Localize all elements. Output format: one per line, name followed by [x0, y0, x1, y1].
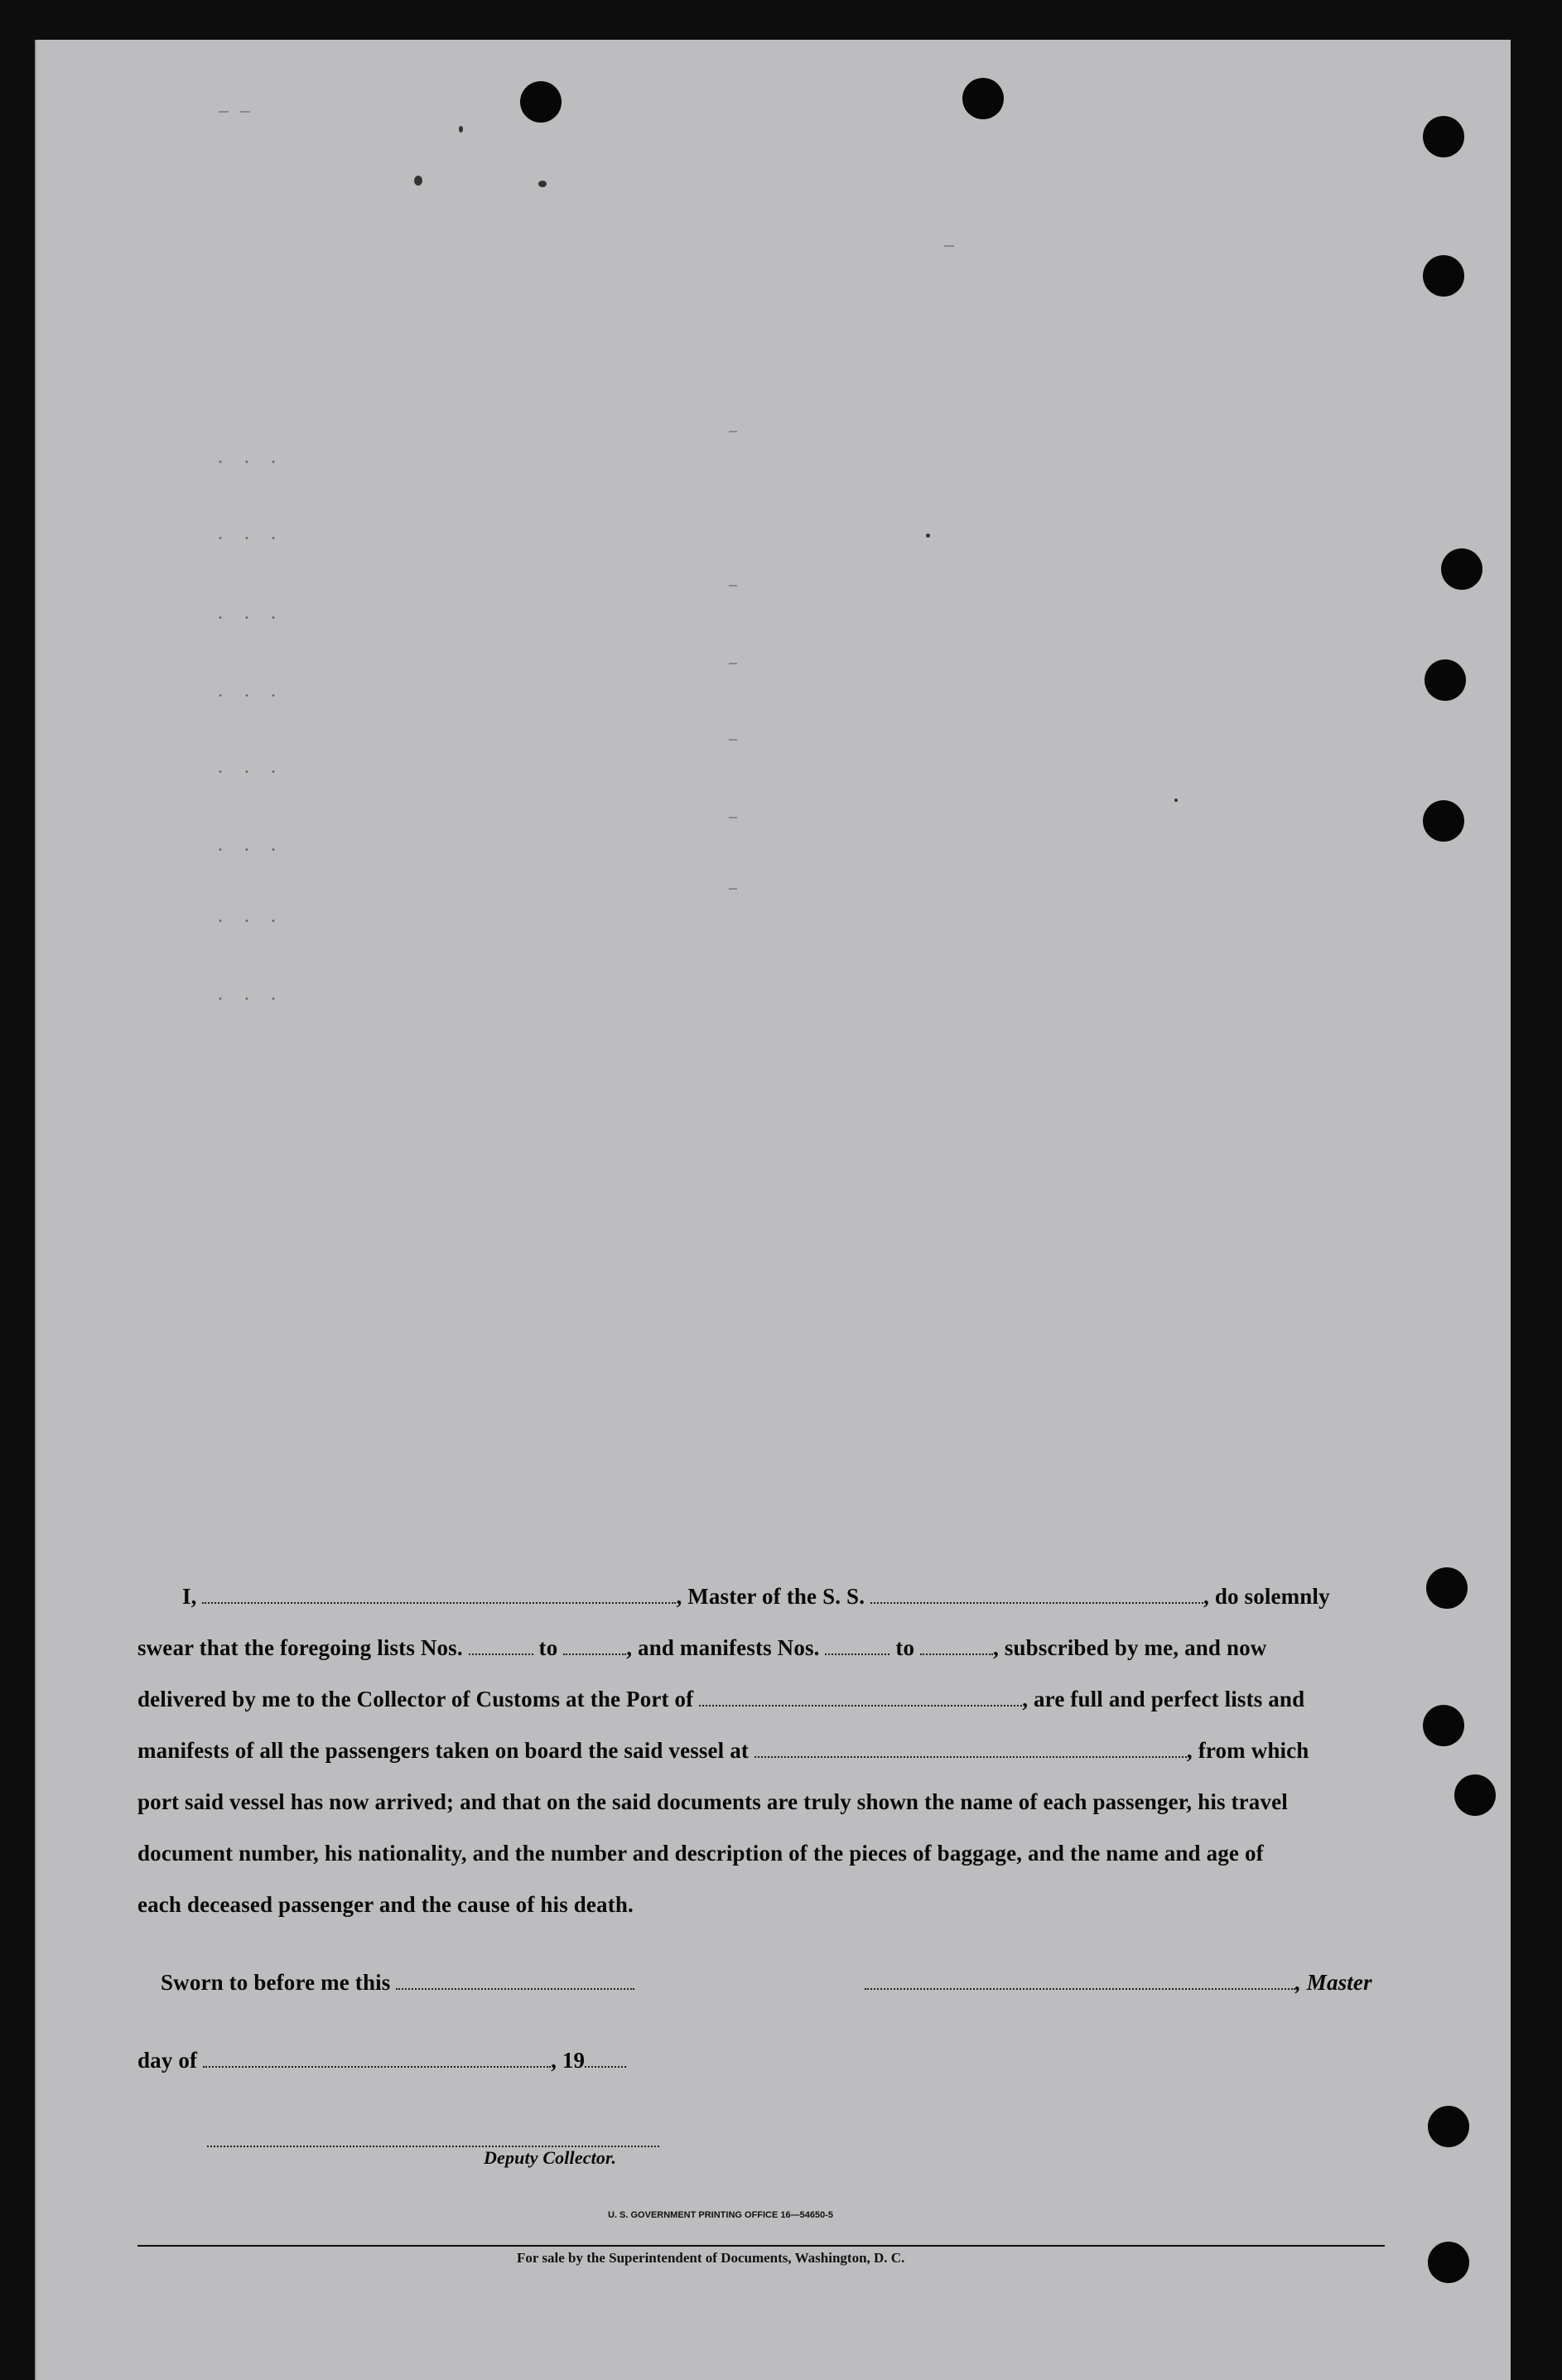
ink-speck [538, 181, 547, 187]
oath-line-3 [137, 1687, 1304, 1712]
dot-row [207, 920, 298, 922]
day-line [137, 2048, 626, 2073]
ink-speck [459, 126, 463, 133]
sale-notice: For sale by the Superintendent of Documents, Washington, D. C. [517, 2250, 905, 2266]
subscribed-label: , subscribed by me, and now [993, 1635, 1267, 1660]
punch-hole [1426, 1567, 1468, 1609]
year-prefix-label: , 19 [551, 2048, 586, 2073]
sworn-label: Sworn to before me this [161, 1970, 391, 1995]
punch-hole [1454, 1774, 1496, 1816]
list-to-field[interactable] [563, 1639, 626, 1655]
master-of-label: , Master of the S. S. [676, 1584, 865, 1609]
master-signature-field[interactable] [865, 1973, 1295, 1990]
master-label: , Master [1295, 1970, 1372, 1995]
to-label: to [538, 1635, 558, 1660]
punch-hole [1428, 2242, 1469, 2283]
deputy-signature-field[interactable] [207, 2131, 659, 2147]
punch-hole [1428, 2106, 1469, 2147]
day-of-label: day of [137, 2048, 198, 2073]
punch-hole [1423, 1705, 1464, 1746]
ink-speck [926, 533, 930, 538]
manifest-from-field[interactable] [825, 1639, 889, 1655]
faint-mark [944, 245, 954, 247]
ink-speck [1174, 799, 1178, 802]
month-field[interactable] [203, 2051, 551, 2068]
oath-line-5: port said vessel has now arrived; and that on the said documents are truly shown the name of each passenger, his travel [137, 1789, 1288, 1814]
punch-hole [1423, 800, 1464, 842]
punch-hole [1423, 255, 1464, 297]
faint-mark [729, 739, 737, 741]
form-page [35, 40, 1511, 2380]
faint-mark [219, 111, 229, 113]
ship-name-field[interactable] [870, 1587, 1203, 1604]
ink-speck [414, 176, 422, 186]
oath-line-1 [182, 1584, 1330, 1610]
oath-i: I, [182, 1584, 197, 1609]
sworn-line [161, 1970, 634, 1996]
dot-row [207, 616, 298, 619]
footer-rule [137, 2245, 1385, 2247]
punch-hole [1423, 116, 1464, 157]
punch-hole [962, 78, 1004, 119]
dot-row [207, 770, 298, 773]
solemnly-label: , do solemnly [1203, 1584, 1330, 1609]
faint-mark [729, 817, 737, 818]
dot-row [207, 848, 298, 851]
delivered-label: delivered by me to the Collector of Customs at the Port of [137, 1687, 694, 1711]
oath-line-7: each deceased passenger and the cause of his death. [137, 1892, 634, 1917]
port-field[interactable] [699, 1690, 1022, 1707]
from-which-label: , from which [1186, 1738, 1309, 1763]
dot-row [207, 461, 298, 463]
oath-line-6: document number, his nationality, and the number and description of the pieces of baggage, and the name and age of [137, 1841, 1264, 1866]
faint-mark [729, 585, 737, 587]
swear-label: swear that the foregoing lists Nos. [137, 1635, 463, 1660]
oath-line-2 [137, 1635, 1266, 1661]
faint-mark [240, 111, 250, 113]
manifest-to-field[interactable] [920, 1639, 993, 1655]
list-from-field[interactable] [469, 1639, 533, 1655]
faint-mark [729, 663, 737, 664]
dot-row [207, 997, 298, 1000]
punch-hole [1441, 548, 1482, 590]
faint-mark [729, 431, 737, 432]
oath-line-4 [137, 1738, 1309, 1764]
master-name-field[interactable] [202, 1587, 676, 1604]
punch-hole [1425, 659, 1466, 701]
deputy-collector-label: Deputy Collector. [484, 2147, 617, 2168]
year-field[interactable] [585, 2051, 626, 2068]
to-label: to [895, 1635, 915, 1660]
dot-row [207, 537, 298, 539]
embark-port-field[interactable] [754, 1741, 1187, 1758]
punch-hole [520, 81, 562, 123]
printer-imprint: U. S. GOVERNMENT PRINTING OFFICE 16—54650-5 [608, 2210, 834, 2220]
master-signature-line [865, 1970, 1372, 1996]
faint-mark [729, 888, 737, 890]
manifests-label: , and manifests Nos. [626, 1635, 820, 1660]
full-lists-label: , are full and perfect lists and [1022, 1687, 1305, 1711]
sworn-date-field[interactable] [396, 1973, 634, 1990]
manifests-passengers-label: manifests of all the passengers taken on board the said vessel at [137, 1738, 750, 1763]
dot-row [207, 694, 298, 697]
